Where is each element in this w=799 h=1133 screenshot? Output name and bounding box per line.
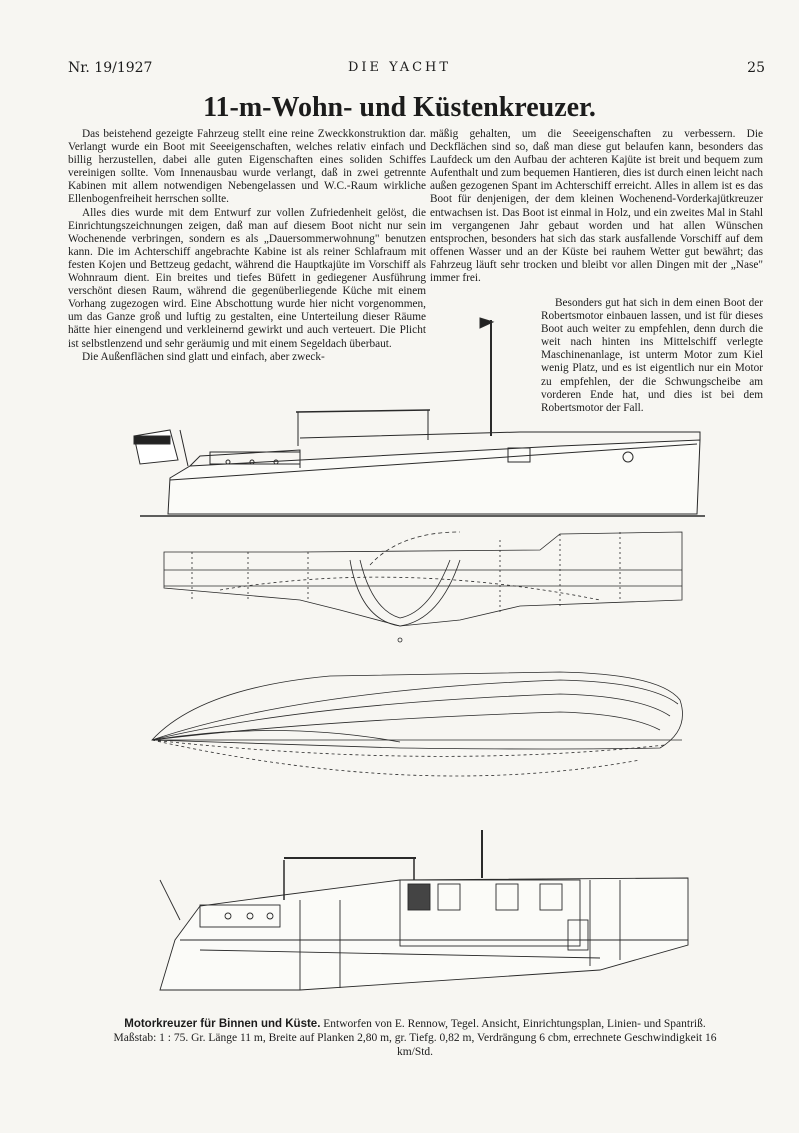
magazine-name: DIE YACHT [347,60,452,75]
issue-number: Nr. 19/1927 [68,60,153,76]
paragraph: Besonders gut hat sich in dem einen Boot der Robertsmotor einbauen lassen, und ist für dieses Boot auch weiter zu empfehlen, denn durch die weit nach hinten ins Mittelschiff verlegte Maschinenanlage, ist unterm Motor zum Kiel wenig Platz, und es ist eigentlich nur ein Motor zu empfehlen, der die Schwungscheibe am vorderen Ende hat, und dies ist bei dem Robertsmotor der Fall. [541,297,763,414]
paragraph: Alles dies wurde mit dem Entwurf zur vollen Zufriedenheit gelöst, die Einrichtungszeichnungen zeigen, daß man auf diesem Boot nicht nur sein Wochenende verbringen, sondern es als „Dauersommerwohnung" benutzen kann. Die im Achterschiff angebrachte Kabine ist als reiner Schlafraum mit festen Kojen und Bettzeug gedacht, während die Hauptkajüte im Vorschiff als Wohnraum dient. Ein breites und tiefes Büfett in gediegener Ausführung verschönt diesen Raum, während die gegenüberliegende Küche mit einem Vorhang zugezogen wird. Eine Abschottung wurde hier nicht vorgenommen, um das Ganze groß und luftig zu gestalten, eine Unterteilung dieser Räume hätte hier einengend und verkleinernd gewirkt und auch verteuert. Die Plicht ist selbstlenzend und sehr geräumig und mit einem Segeldach überbaut. [68,206,426,350]
paragraph: mäßig gehalten, um die Seeeigenschaften zu verbessern. Die Deckflächen sind so, daß man diese gut belaufen kann, besonders das Laufdeck um den Aufbau der achteren Kajüte ist breit und bequem zum Aufenthalt und zum bequemen Hantieren, dies ist durch einen leicht nach außen gezogenen Spant im Achterschiff erreicht. Alles in allem ist es das Boot für denjenigen, der dem kleinen Wochenend-Vorderkajütkreuzer entwachsen ist. Das Boot ist einmal in Holz, und ein zweites Mal in Stahl im vergangenen Jahr gebaut worden und hat allen Wünschen entsprochen, besonders hat sich das stark ausfallende Vorschiff auf dem offenen Wasser und an der Küste bei rauhem Wetter gut bewährt; das Fahrzeug läuft sehr trocken und bleibt vor allen Dingen mit der „Nase" immer frei. [430,128,763,285]
arrangement-plan-drawing [160,830,688,990]
caption-text: Entworfen von E. Rennow, Tegel. Ansicht, Einrichtungsplan, Linien- und Spantriß. Maßstab: 1 : 75. Gr. Länge 11 m, Breite auf Planken 2,80 m, gr. Tiefg. 0,82 m, Verdrängung 6 cbm, errechnete Geschwindigkeit 16 km/Std. [113,1018,717,1058]
paragraph: Das beistehend gezeigte Fahrzeug stellt eine reine Zweckkonstruktion dar. Verlangt wurde ein Boot mit Seeeigenschaften, welches relativ einfach und billig herzustellen, dabei alle guten Eigenschaften eines soliden Schiffes vereinigen sollte. Vom Innenausbau wurde verlangt, daß in zwei getrennte Kabinen mit allem notwendigen Nebengelassen und W.C.-Raum wirkliche Ellenbogenfreiheit herrschen sollte. [68,128,426,206]
page-number: 25 [747,60,765,76]
caption-title: Motorkreuzer für Binnen und Küste. [124,1018,321,1030]
lines-plan-half-breadth [152,672,683,776]
side-elevation-drawing [134,318,705,516]
article-title: 11-m-Wohn- und Küstenkreuzer. [203,92,596,123]
figure-caption [110,1017,720,1059]
lines-plan-profile [164,532,682,642]
paragraph: Die Außenflächen sind glatt und einfach, aber zweck- [82,350,325,363]
